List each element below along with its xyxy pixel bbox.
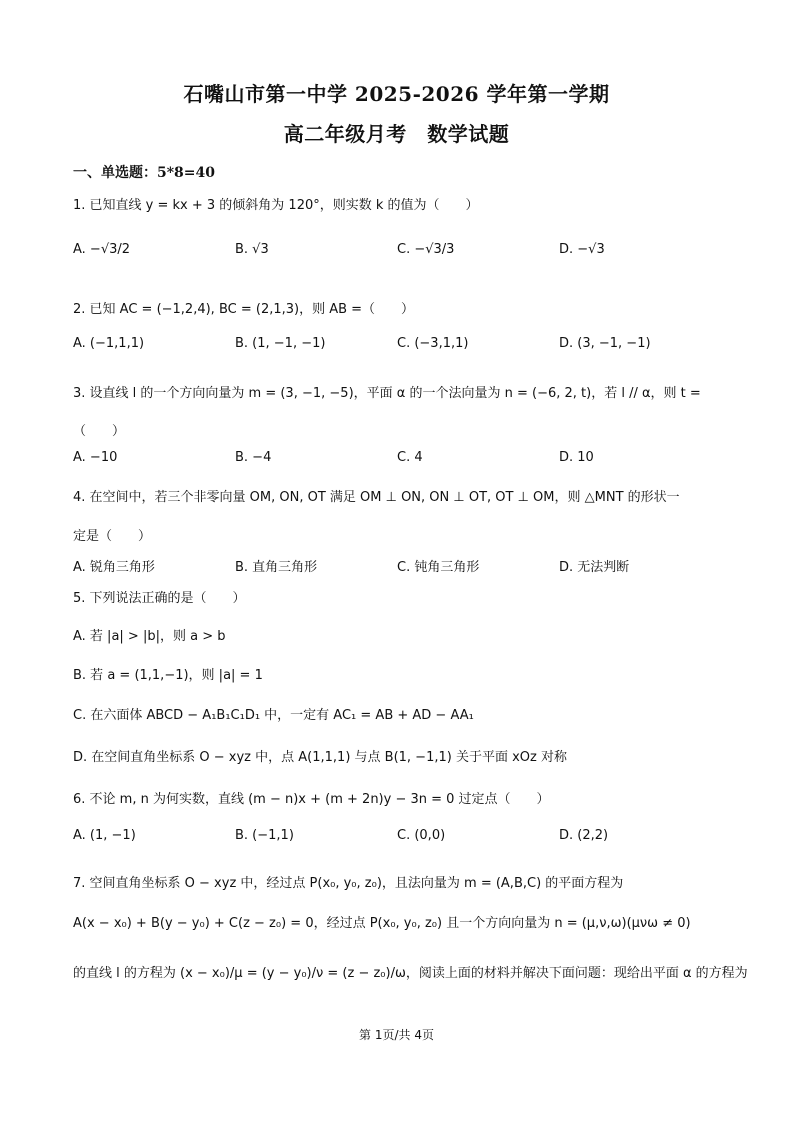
question-6-option-b: B. (−1,1) xyxy=(235,828,294,843)
question-3-option-d: D. 10 xyxy=(559,450,594,465)
exam-title-school: 石嘴山市第一中学 2025-2026 学年第一学期 xyxy=(183,82,610,106)
question-5-option-b: B. 若 a = (1,1,−1)，则 |a| = 1 xyxy=(73,668,263,683)
question-4-option-d: D. 无法判断 xyxy=(559,560,630,575)
question-1-option-b: B. √3 xyxy=(235,242,269,257)
question-1-stem: 1. 已知直线 y = kx + 3 的倾斜角为 120°，则实数 k 的值为（ ） xyxy=(73,198,479,213)
question-3-option-a: A. −10 xyxy=(73,450,118,465)
question-1-option-d: D. −√3 xyxy=(559,242,605,257)
question-4-stem-cont: 定是（ ） xyxy=(73,529,152,544)
question-6-option-c: C. (0,0) xyxy=(397,828,446,843)
question-3-stem-cont: （ ） xyxy=(73,424,126,439)
question-2-option-d: D. (3, −1, −1) xyxy=(559,336,651,351)
question-1-option-a: A. −√3/2 xyxy=(73,242,131,257)
question-7-stem: 7. 空间直角坐标系 O − xyz 中，经过点 P(x₀, y₀, z₀)，且法向量为 m = (A,B,C) 的平面方程为 xyxy=(73,876,624,891)
question-5-option-c: C. 在六面体 ABCD − A₁B₁C₁D₁ 中，一定有 AC₁ = AB + AD − AA₁ xyxy=(73,708,474,723)
question-2-option-c: C. (−3,1,1) xyxy=(397,336,469,351)
question-4-option-b: B. 直角三角形 xyxy=(235,560,318,575)
question-5-option-d: D. 在空间直角坐标系 O − xyz 中，点 A(1,1,1) 与点 B(1, −1,1) 关于平面 xOz 对称 xyxy=(73,750,567,765)
question-4-option-a: A. 锐角三角形 xyxy=(73,560,155,575)
question-7-stem-cont: A(x − x₀) + B(y − y₀) + C(z − z₀) = 0，经过点 P(x₀, y₀, z₀) 且一个方向向量为 n = (μ,ν,ω)(μνω ≠ 0) xyxy=(73,916,691,931)
page-number-footer: 第 1页/共 4页 xyxy=(359,1028,434,1042)
question-2-stem: 2. 已知 AC = (−1,2,4), BC = (2,1,3)，则 AB =（ ） xyxy=(73,302,415,317)
question-6-option-a: A. (1, −1) xyxy=(73,828,136,843)
question-7-stem-cont2: 的直线 l 的方程为 (x − x₀)/μ = (y − y₀)/ν = (z − z₀)/ω，阅读上面的材料并解决下面问题：现给出平面 α 的方程为 xyxy=(73,966,748,981)
question-6-stem: 6. 不论 m, n 为何实数，直线 (m − n)x + (m + 2n)y − 3n = 0 过定点（ ） xyxy=(73,792,550,807)
question-3-option-c: C. 4 xyxy=(397,450,423,465)
question-2-option-a: A. (−1,1,1) xyxy=(73,336,145,351)
question-3-option-b: B. −4 xyxy=(235,450,272,465)
exam-title-subject: 高二年级月考 数学试题 xyxy=(283,122,510,146)
question-4-option-c: C. 钝角三角形 xyxy=(397,560,480,575)
question-3-stem: 3. 设直线 l 的一个方向向量为 m = (3, −1, −5)，平面 α 的一个法向量为 n = (−6, 2, t)，若 l // α，则 t = xyxy=(73,386,701,401)
section-heading-single-choice: 一、单选题：5*8=40 xyxy=(73,165,216,181)
question-6-option-d: D. (2,2) xyxy=(559,828,609,843)
question-5-stem: 5. 下列说法正确的是（ ） xyxy=(73,591,246,606)
question-5-option-a: A. 若 |a| > |b|，则 a > b xyxy=(73,629,226,644)
question-1-option-c: C. −√3/3 xyxy=(397,242,455,257)
question-2-option-b: B. (1, −1, −1) xyxy=(235,336,326,351)
question-4-stem: 4. 在空间中，若三个非零向量 OM, ON, OT 满足 OM ⊥ ON, ON ⊥ OT, OT ⊥ OM，则 △MNT 的形状一 xyxy=(73,490,680,505)
